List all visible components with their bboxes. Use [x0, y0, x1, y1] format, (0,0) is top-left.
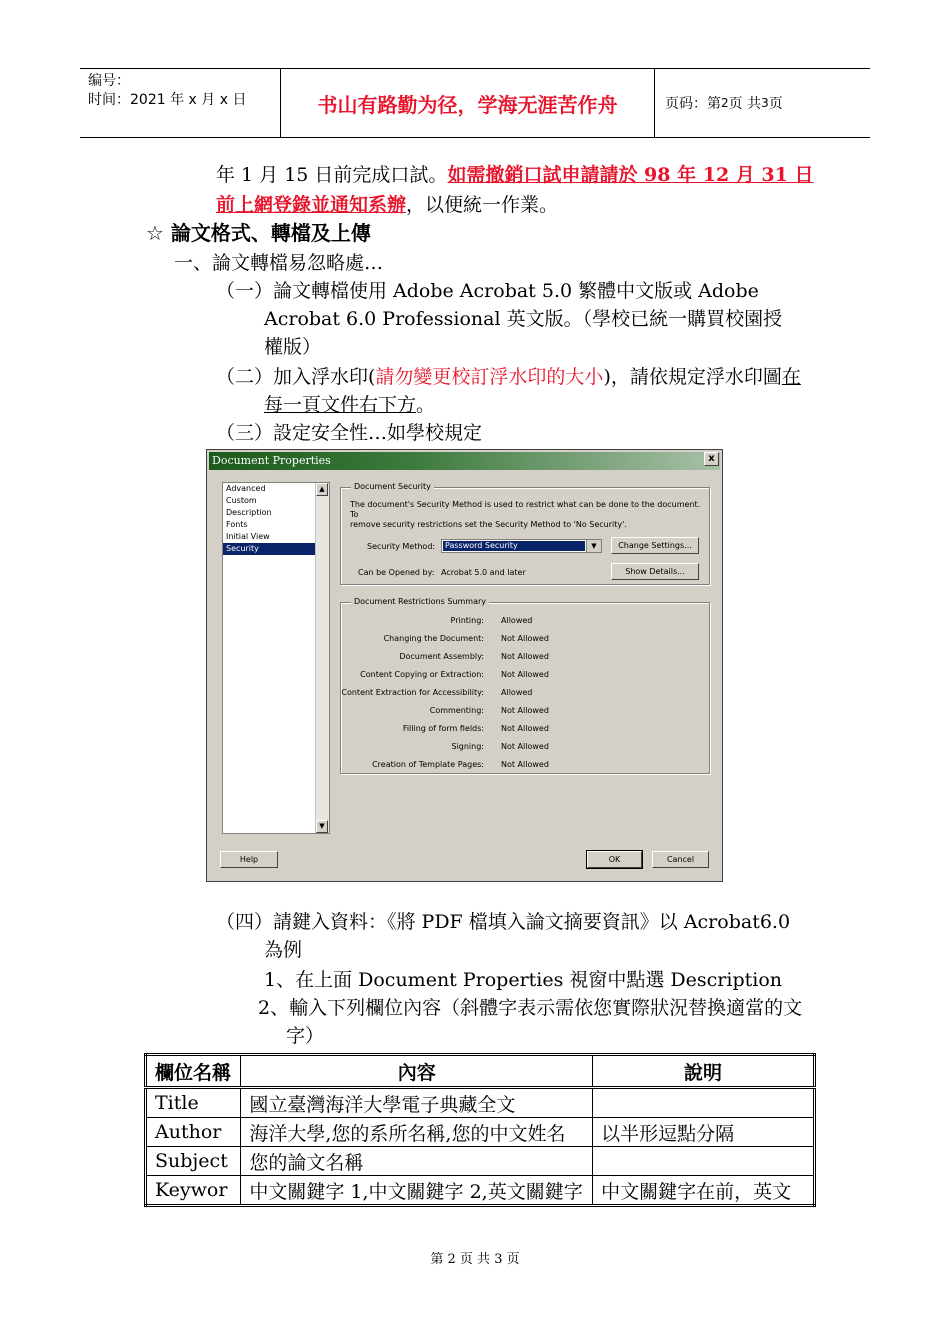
restrictions-group	[340, 597, 710, 774]
text-underline: 在	[781, 366, 801, 388]
dialog-title: Document Properties	[209, 452, 720, 470]
description-line: remove security restrictions set the Security Method to 'No Security'.	[350, 520, 627, 529]
restriction-value: Not Allowed	[501, 742, 549, 751]
sub-item-cont: Acrobat 6.0 Professional 英文版。（學校已統一購買校園授	[264, 308, 783, 330]
table-header-row	[146, 1055, 815, 1088]
restriction-value: Not Allowed	[501, 634, 549, 643]
table-cell: Title	[146, 1088, 241, 1118]
table-cell: 以半形逗點分隔	[593, 1118, 815, 1147]
header-page-info	[655, 69, 870, 137]
restriction-row	[341, 648, 671, 666]
table-row	[146, 1088, 815, 1118]
restriction-row	[341, 612, 671, 630]
text-emphasis: 如需撤銷口試申請請於 98 年 12 月 31 日	[447, 164, 814, 186]
header-motto: 书山有路勤为径，学海无涯苦作舟	[281, 69, 655, 137]
table-cell: 中文關鍵字在前，英文	[593, 1176, 815, 1206]
document-properties-dialog	[206, 449, 723, 882]
category-item[interactable]: Description	[226, 508, 272, 517]
header-note: 說明	[593, 1055, 815, 1088]
table-row	[146, 1176, 815, 1206]
restriction-value: Allowed	[501, 616, 533, 625]
page-footer: 第 2 页 共 3 页	[430, 1252, 520, 1267]
header-field-name: 欄位名稱	[146, 1055, 241, 1088]
text-plain: )，請依規定浮水印圖	[603, 366, 782, 388]
text-plain: 年 1 月 15 日前完成口試。	[216, 164, 448, 186]
restriction-row	[341, 738, 671, 756]
page-label: 页码：第	[665, 96, 721, 112]
category-item[interactable]: Initial View	[226, 532, 270, 541]
group-label: Document Security	[351, 482, 434, 491]
page-mid: 页 共	[728, 96, 762, 112]
security-description	[350, 500, 709, 530]
restriction-label: Content Copying or Extraction:	[360, 670, 484, 679]
category-list	[222, 482, 330, 834]
header-info	[80, 69, 281, 137]
text-red: 請勿變更校訂浮水印的大小	[375, 366, 604, 388]
restriction-label: Changing the Document:	[383, 634, 484, 643]
group-label: Document Restrictions Summary	[351, 597, 489, 606]
category-item[interactable]: Advanced	[226, 484, 266, 493]
opened-label: Can be Opened by:	[358, 568, 435, 577]
text-plain: 。	[416, 394, 436, 416]
table-cell: 國立臺灣海洋大學電子典藏全文	[241, 1088, 593, 1118]
text-plain: （二）加入浮水印(	[216, 366, 376, 388]
text-plain: ，以便統一作業。	[406, 194, 559, 216]
sub-item: （四）請鍵入資料：《將 PDF 檔填入論文摘要資訊》以 Acrobat6.0	[216, 911, 791, 933]
table-cell: Author	[146, 1118, 241, 1147]
restriction-row	[341, 630, 671, 648]
table-cell	[593, 1147, 815, 1176]
chevron-down-icon[interactable]: ▼	[586, 540, 601, 552]
category-item[interactable]: Custom	[226, 496, 257, 505]
sub-item: （一）論文轉檔使用 Adobe Acrobat 5.0 繁體中文版或 Adobe	[216, 280, 759, 302]
table-cell	[593, 1088, 815, 1118]
step-item: 1、在上面 Document Properties 視窗中點選 Description	[264, 969, 783, 991]
method-label: Security Method:	[367, 542, 436, 551]
restriction-row	[341, 666, 671, 684]
sub-item-cont: 權版）	[264, 336, 322, 358]
table-cell: Keywor	[146, 1176, 241, 1206]
sub-item-cont: 為例	[264, 939, 303, 961]
restriction-label: Creation of Template Pages:	[372, 760, 484, 769]
sub-item	[216, 365, 801, 389]
section-title: ☆ 論文格式、轉檔及上傳	[146, 221, 371, 245]
ok-button[interactable]: OK	[587, 851, 642, 868]
restriction-value: Not Allowed	[501, 670, 549, 679]
sub-item: （三）設定安全性…如學校規定	[216, 422, 483, 444]
opened-value: Acrobat 5.0 and later	[441, 568, 526, 577]
list-scrollbar[interactable]	[315, 483, 329, 833]
category-item[interactable]: Security	[223, 543, 315, 555]
restriction-label: Signing:	[451, 742, 484, 751]
text-emphasis: 前上網登錄並通知系辦	[216, 194, 407, 216]
restriction-label: Filling of form fields:	[402, 724, 484, 733]
scroll-down-icon[interactable]: ▼	[316, 820, 328, 833]
restriction-value: Not Allowed	[501, 706, 549, 715]
restriction-value: Not Allowed	[501, 724, 549, 733]
step-item: 2、輸入下列欄位內容（斜體字表示需依您實際狀況替換適當的文	[258, 997, 803, 1019]
header-content: 內容	[241, 1055, 593, 1088]
help-button[interactable]: Help	[220, 851, 278, 868]
table-cell: 中文關鍵字 1,中文關鍵字 2,英文關鍵字	[241, 1176, 593, 1206]
category-item[interactable]: Fonts	[226, 520, 248, 529]
restriction-row	[341, 702, 671, 720]
change-settings-button[interactable]: Change Settings...	[611, 537, 699, 554]
restriction-label: Commenting:	[429, 706, 484, 715]
restriction-label: Document Assembly:	[399, 652, 484, 661]
text-underline: 每一頁文件右下方	[264, 394, 417, 416]
close-icon[interactable]: x	[704, 452, 719, 466]
fields-table	[144, 1053, 816, 1207]
restriction-value: Allowed	[501, 688, 533, 697]
security-method-select[interactable]	[441, 539, 602, 553]
selected-value: Password Security	[443, 541, 585, 551]
page-header	[80, 68, 870, 138]
table-row	[146, 1147, 815, 1176]
step-item-cont: 字）	[286, 1025, 325, 1047]
page-end: 页	[768, 96, 783, 112]
table-cell: 您的論文名稱	[241, 1147, 593, 1176]
cancel-button[interactable]: Cancel	[652, 851, 709, 868]
sub-item-cont	[264, 393, 435, 417]
scroll-up-icon[interactable]: ▲	[316, 483, 328, 496]
restriction-value: Not Allowed	[501, 652, 549, 661]
paragraph-line	[216, 193, 558, 217]
restriction-row	[341, 720, 671, 738]
restriction-label: Content Extraction for Accessibility:	[341, 688, 484, 697]
date-label: 时间：2021 年 x 月 x 日	[88, 92, 247, 108]
restriction-row	[341, 756, 671, 774]
restriction-label: Printing:	[450, 616, 484, 625]
code-label: 编号：	[88, 73, 130, 89]
table-cell: 海洋大學,您的系所名稱,您的中文姓名	[241, 1118, 593, 1147]
restriction-value: Not Allowed	[501, 760, 549, 769]
page-total: 3	[761, 96, 769, 110]
security-group	[340, 482, 710, 585]
paragraph-line	[216, 163, 813, 187]
list-item: 一、論文轉檔易忽略處…	[174, 252, 384, 274]
description-line: The document's Security Method is used to restrict what can be done to the document. To	[350, 500, 701, 519]
page-number: 2	[721, 96, 729, 110]
show-details-button[interactable]: Show Details...	[611, 563, 699, 580]
table-row	[146, 1118, 815, 1147]
restriction-row	[341, 684, 671, 702]
table-cell: Subject	[146, 1147, 241, 1176]
